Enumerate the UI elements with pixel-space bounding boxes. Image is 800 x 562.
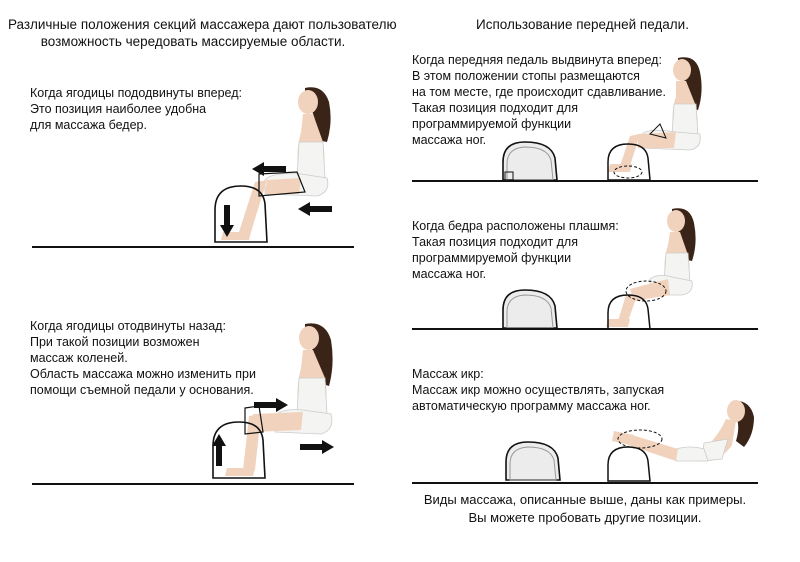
floor-line bbox=[412, 180, 758, 182]
footer-line: Виды массажа, описанные выше, даны как примеры. bbox=[423, 492, 747, 507]
text-line: массажа ног. bbox=[412, 267, 487, 281]
text-line: Массаж икр можно осуществлять, запуская bbox=[412, 383, 665, 397]
text-line: массажа ног. bbox=[412, 133, 487, 147]
text-line: При такой позиции возможен bbox=[30, 335, 200, 349]
text-line: Это позиция наиболее удобна bbox=[30, 102, 207, 116]
massager-device-icon bbox=[498, 438, 568, 484]
footer-note bbox=[412, 491, 758, 527]
figure-calf-massage bbox=[604, 395, 760, 485]
text-line: Когда ягодицы пододвинуты вперед: bbox=[30, 86, 242, 100]
text-line: Область массажа можно изменить при bbox=[30, 367, 256, 381]
figure-pedal-forward bbox=[600, 54, 720, 184]
seated-woman-figure bbox=[608, 57, 702, 172]
text-line: Массаж икр: bbox=[412, 367, 484, 381]
arrow-right-icon bbox=[296, 438, 336, 456]
text-line: программируемой функции bbox=[412, 251, 572, 265]
figure-thighs-flat bbox=[600, 205, 720, 333]
arrow-left-icon bbox=[250, 160, 290, 178]
section-thighs-flat-text bbox=[412, 218, 619, 282]
text-line: автоматическую программу массажа ног. bbox=[412, 399, 651, 413]
seated-woman-figure bbox=[606, 208, 696, 327]
footer-line: Вы можете пробовать другие позиции. bbox=[468, 510, 702, 525]
seated-woman-figure bbox=[612, 400, 754, 461]
left-title-line: возможность чередовать массируемые области. bbox=[40, 34, 346, 49]
floor-line bbox=[32, 246, 354, 248]
floor-line bbox=[412, 328, 758, 330]
text-line: Когда ягодицы отодвинуты назад: bbox=[30, 319, 226, 333]
left-title-line: Различные положения секций массажера дают пользователю bbox=[8, 17, 397, 32]
text-line: на том месте, где происходит сдавливание. bbox=[412, 85, 666, 99]
text-line: Когда бедра расположены плашмя: bbox=[412, 219, 619, 233]
arrow-up-icon bbox=[211, 432, 227, 468]
text-line: Такая позиция подходит для bbox=[412, 101, 578, 115]
arrow-right-icon bbox=[250, 396, 290, 414]
text-line: В этом положении стопы размещаются bbox=[412, 69, 640, 83]
text-line: для массажа бедер. bbox=[30, 118, 147, 132]
floor-line bbox=[32, 483, 354, 485]
arrow-left-icon bbox=[296, 200, 336, 218]
text-line: Когда передняя педаль выдвинута вперед: bbox=[412, 53, 662, 67]
text-line: помощи съемной педали у основания. bbox=[30, 383, 254, 397]
text-line: программируемой функции bbox=[412, 117, 572, 131]
left-title bbox=[8, 16, 397, 50]
massager-device-icon bbox=[495, 138, 565, 184]
text-line: Такая позиция подходит для bbox=[412, 235, 578, 249]
right-title: Использование передней педали. bbox=[476, 17, 689, 32]
floor-line bbox=[412, 482, 758, 484]
arrow-down-icon bbox=[219, 203, 235, 239]
text-line: массаж коленей. bbox=[30, 351, 128, 365]
massager-device-icon bbox=[495, 286, 565, 332]
